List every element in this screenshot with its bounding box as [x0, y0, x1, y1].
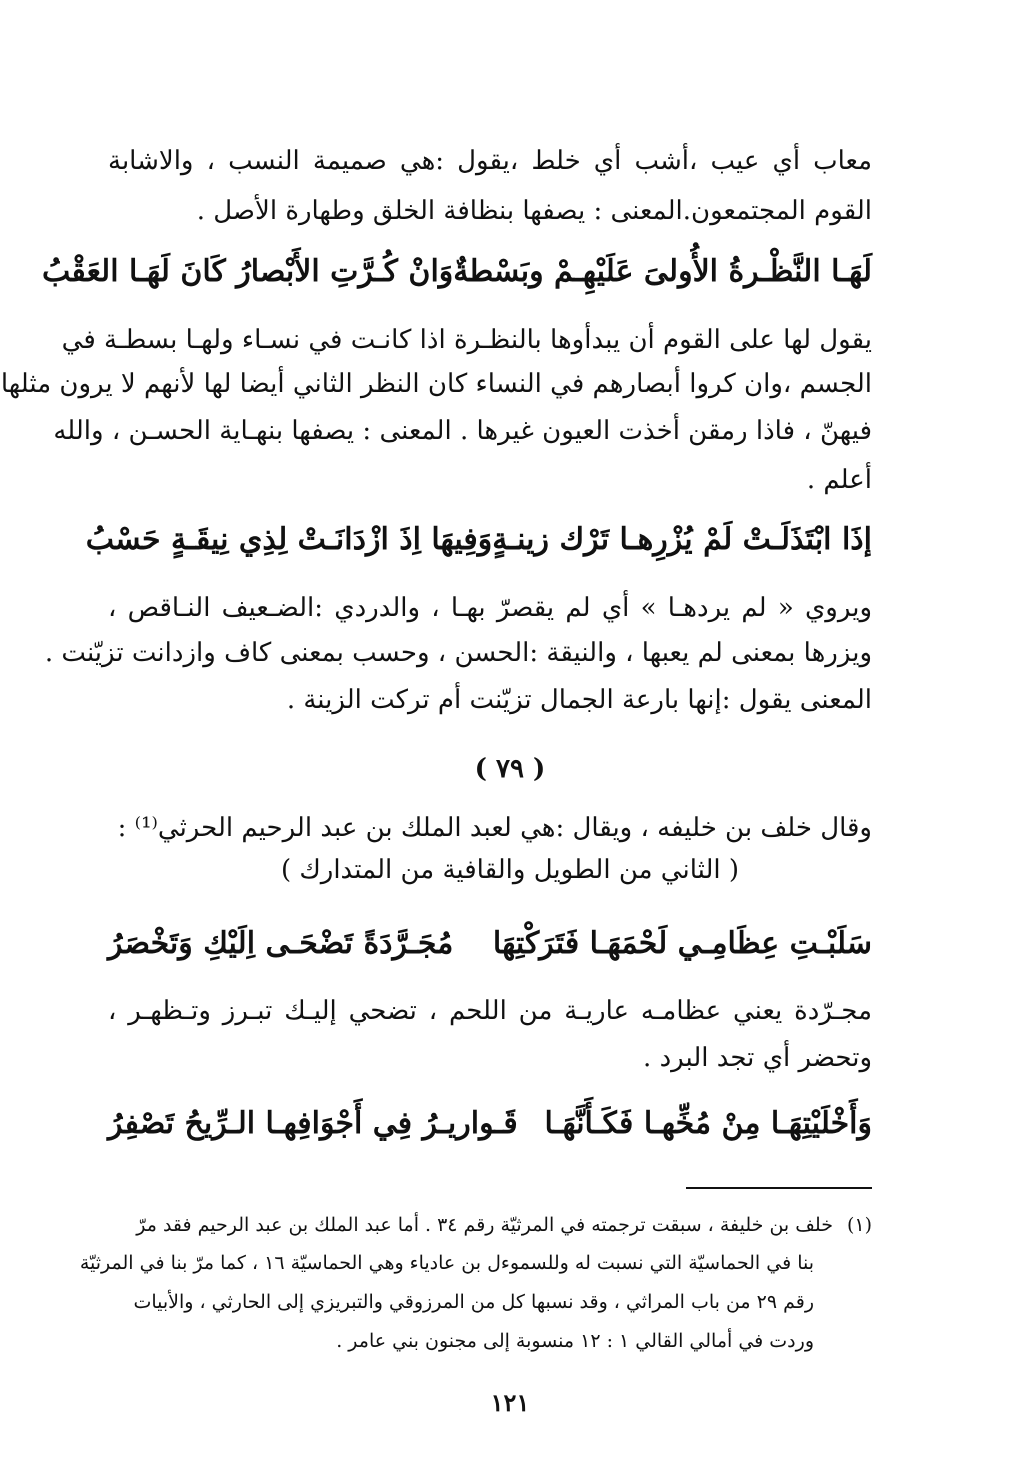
prose-line: معاب أي عيب ،أشب أي خلط ،يقول :هي صميمة النسب ، والاشابة: [108, 146, 872, 176]
meter-note: ( الثاني من الطويل والقافية من المتدارك ): [280, 855, 740, 885]
prose-line: فيهنّ ، فاذا رمقن أخذت العيون غيرها . المعنى : يصفها بنهـاية الحسـن ، والله: [53, 416, 872, 446]
prose-line: يقول لها على القوم أن يبدأوها بالنظـرة اذا كانـت في نسـاء ولهـا بسطـة في: [61, 325, 872, 355]
prose-line: أعلم .: [806, 465, 872, 495]
verse-line: [85, 514, 872, 564]
poem-intro: وقال خلف بن خليفه ، ويقال :هي لعبد الملك بن عبد الرحيم الحرثي⁽¹⁾ :: [117, 813, 872, 843]
prose-line: الجسم ،وان كروا أبصارهم في النساء كان النظر الثاني أيضا لها لأنهم لا يرون مثلها: [0, 369, 872, 399]
verse-first-hemistich: لَهَـا النَّظْـرةُ الأُولىَ عَلَيْهِـمْ وبَسْطةٌ: [453, 253, 872, 289]
verse-line: [41, 246, 872, 296]
footnote-text: خلف بن خليفة ، سبقت ترجمته في المرثيّة رقم ٣٤ . أما عبد الملك بن عبد الرحيم فقد مرّ: [136, 1214, 833, 1236]
verse-first-hemistich: وَأَخْلَيْتِهَـا مِنْ مُخِّهـا فَكَـأَنَّهَـا: [544, 1105, 872, 1141]
prose-line: ويروي « لم يردهـا » أي لم يقصرّ بهـا ، والدردي :الضـعيف النـاقص ،: [108, 593, 872, 623]
prose-line: وتحضر أي تجد البرد .: [643, 1043, 872, 1073]
footnote-line: وردت في أمالي القالي ١ : ١٢ منسوبة إلى مجنون بني عامر .: [336, 1330, 814, 1352]
footnote-marker: (١): [846, 1214, 872, 1236]
verse-line: [108, 1098, 872, 1148]
footnote-line: [108, 1210, 872, 1240]
footnote-line: بنا في الحماسيّة التي نسبت له وللسموءل بن عادياء وهي الحماسيّة ١٦ ، كما مرّ بنا في المرثيّة: [79, 1252, 814, 1274]
verse-second-hemistich: وَفِيهَا اِذَ ازْدَانَـتْ لِذِي نِيقَـةٍ حَسْبُ: [85, 521, 493, 557]
prose-line: ويزرها بمعنى لم يعبها ، والنيقة :الحسن ، وحسب بمعنى كاف وازدانت تزيّنت .: [44, 638, 872, 668]
verse-first-hemistich: سَلَبْـتِ عِظَامِـي لَحْمَهَـا فَتَرَكْتِهَا: [492, 925, 872, 961]
poem-number: ( ٧٩ ): [474, 754, 546, 784]
verse-line: [108, 918, 872, 968]
footnote-line: رقم ٢٩ من باب المراثي ، وقد نسبها كل من المرزوقي والتبريزي إلى الحارثي ، والأبيات: [133, 1291, 814, 1313]
verse-second-hemistich: قَـواريـرُ فِي أَجْوَافِهـا الـرِّيحُ تَصْفِرُ: [108, 1105, 518, 1141]
footnote-separator: [686, 1187, 872, 1189]
page-number: ١٢١: [490, 1388, 530, 1417]
prose-line: القوم المجتمعون.المعنى : يصفها بنظافة الخلق وطهارة الأصل .: [196, 196, 872, 226]
prose-line: مجـرّدة يعني عظامـه عاريـة من اللحم ، تضحي إليـك تبـرز وتـظهـر ،: [108, 996, 872, 1026]
verse-second-hemistich: مُجَـرَّدَةً تَضْحَـى اِلَيْكِ وَتَخْصَرُ: [108, 925, 454, 961]
prose-line: المعنى يقول :إنها بارعة الجمال تزيّنت أم تركت الزينة .: [286, 685, 872, 715]
verse-first-hemistich: إذَا ابْتَذَلَـتْ لَمْ يُزْرِهـا تَرْك زينـةٍ: [492, 521, 872, 557]
verse-second-hemistich: وَانْ كُـرَّتِ الأَبْصارُ كَانَ لَهَـا العَقْبُ: [41, 253, 454, 289]
